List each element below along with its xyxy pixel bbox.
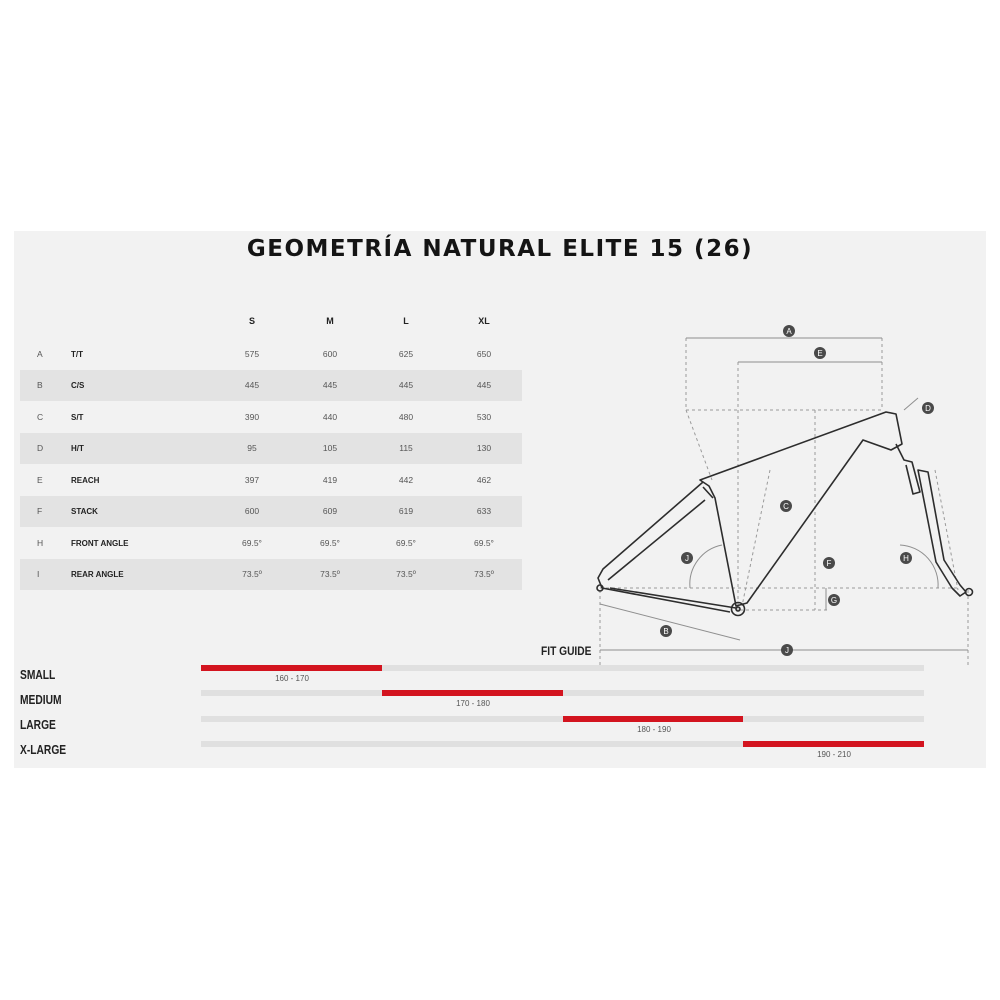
marker-h-label: H: [903, 554, 909, 563]
fit-range-x-large: 190 - 210: [817, 750, 851, 759]
size-header-s: S: [248, 316, 255, 326]
table-row: [20, 339, 522, 370]
frame-geometry-diagram: [580, 315, 980, 665]
row-value-s: 69.5°: [242, 538, 262, 548]
fit-guide-title: FIT GUIDE: [541, 644, 592, 658]
row-value-l: 73.5º: [396, 569, 416, 579]
row-value-m: 69.5°: [320, 538, 340, 548]
row-label: REAR ANGLE: [71, 570, 124, 579]
row-value-s: 73.5º: [242, 569, 262, 579]
fit-bar-medium: [382, 690, 563, 696]
row-value-xl: 69.5°: [474, 538, 494, 548]
fit-range-large: 180 - 190: [637, 725, 671, 734]
row-label: FRONT ANGLE: [71, 539, 129, 548]
row-value-s: 575: [244, 349, 260, 359]
table-row: [20, 496, 522, 527]
row-value-m: 609: [322, 506, 338, 516]
marker-d-label: D: [925, 404, 931, 413]
fit-track-large: [201, 716, 924, 722]
table-row: [20, 370, 522, 401]
row-value-m: 600: [322, 349, 338, 359]
row-value-xl: 633: [476, 506, 492, 516]
row-label: REACH: [71, 476, 100, 485]
fit-size-medium: MEDIUM: [20, 693, 62, 707]
row-value-xl: 445: [476, 380, 492, 390]
row-value-m: 445: [322, 380, 338, 390]
fit-track-medium: [201, 690, 924, 696]
marker-a-label: A: [786, 327, 792, 336]
row-value-xl: 73.5º: [474, 569, 494, 579]
fit-bar-small: [201, 665, 382, 671]
row-code: F: [37, 506, 43, 516]
row-value-s: 600: [244, 506, 260, 516]
row-value-s: 95: [247, 443, 257, 453]
fit-range-medium: 170 - 180: [456, 699, 490, 708]
marker-j-label: J: [785, 646, 789, 655]
marker-c-label: C: [783, 502, 789, 511]
size-header-m: M: [326, 316, 334, 326]
row-code: I: [37, 569, 40, 579]
row-code: C: [37, 412, 44, 422]
bike-frame: [597, 412, 973, 616]
row-value-m: 105: [322, 443, 338, 453]
marker-f-label: F: [826, 559, 832, 568]
row-value-l: 69.5°: [396, 538, 416, 548]
size-header-xl: XL: [478, 316, 490, 326]
row-label: C/S: [71, 381, 85, 390]
marker-e-label: E: [817, 349, 823, 358]
row-value-l: 442: [398, 475, 414, 485]
row-value-xl: 462: [476, 475, 492, 485]
fit-size-x-large: X-LARGE: [20, 743, 67, 757]
row-value-m: 419: [322, 475, 338, 485]
row-label: S/T: [71, 413, 84, 422]
fit-bar-large: [563, 716, 744, 722]
row-value-l: 480: [398, 412, 414, 422]
fit-size-large: LARGE: [20, 718, 56, 732]
fit-size-small: SMALL: [20, 668, 56, 682]
fit-track-small: [201, 665, 924, 671]
row-code: D: [37, 443, 44, 453]
row-value-s: 397: [244, 475, 260, 485]
row-value-s: 390: [244, 412, 260, 422]
row-value-l: 619: [398, 506, 414, 516]
fit-bar-x-large: [743, 741, 924, 747]
row-label: STACK: [71, 507, 98, 516]
row-value-m: 440: [322, 412, 338, 422]
row-label: T/T: [71, 350, 83, 359]
fit-track-x-large: [201, 741, 924, 747]
table-row: [20, 528, 522, 559]
row-value-xl: 530: [476, 412, 492, 422]
row-value-l: 115: [399, 443, 413, 453]
row-value-l: 625: [398, 349, 414, 359]
row-value-l: 445: [398, 380, 414, 390]
table-row: [20, 402, 522, 433]
size-header-l: L: [403, 316, 409, 326]
marker-b-label: B: [663, 627, 669, 636]
row-code: A: [37, 349, 43, 359]
row-value-s: 445: [244, 380, 260, 390]
table-row: [20, 465, 522, 496]
row-label: H/T: [71, 444, 84, 453]
row-code: H: [37, 538, 44, 548]
table-row: [20, 559, 522, 590]
table-row: [20, 433, 522, 464]
page-title: GEOMETRÍA NATURAL ELITE 15 (26): [246, 236, 754, 262]
row-value-xl: 130: [476, 443, 492, 453]
row-value-xl: 650: [476, 349, 492, 359]
marker-i-label: J: [685, 554, 689, 563]
row-code: B: [37, 380, 43, 390]
row-value-m: 73.5º: [320, 569, 340, 579]
row-code: E: [37, 475, 43, 485]
marker-g-label: G: [830, 596, 838, 605]
fit-range-small: 160 - 170: [275, 674, 309, 683]
